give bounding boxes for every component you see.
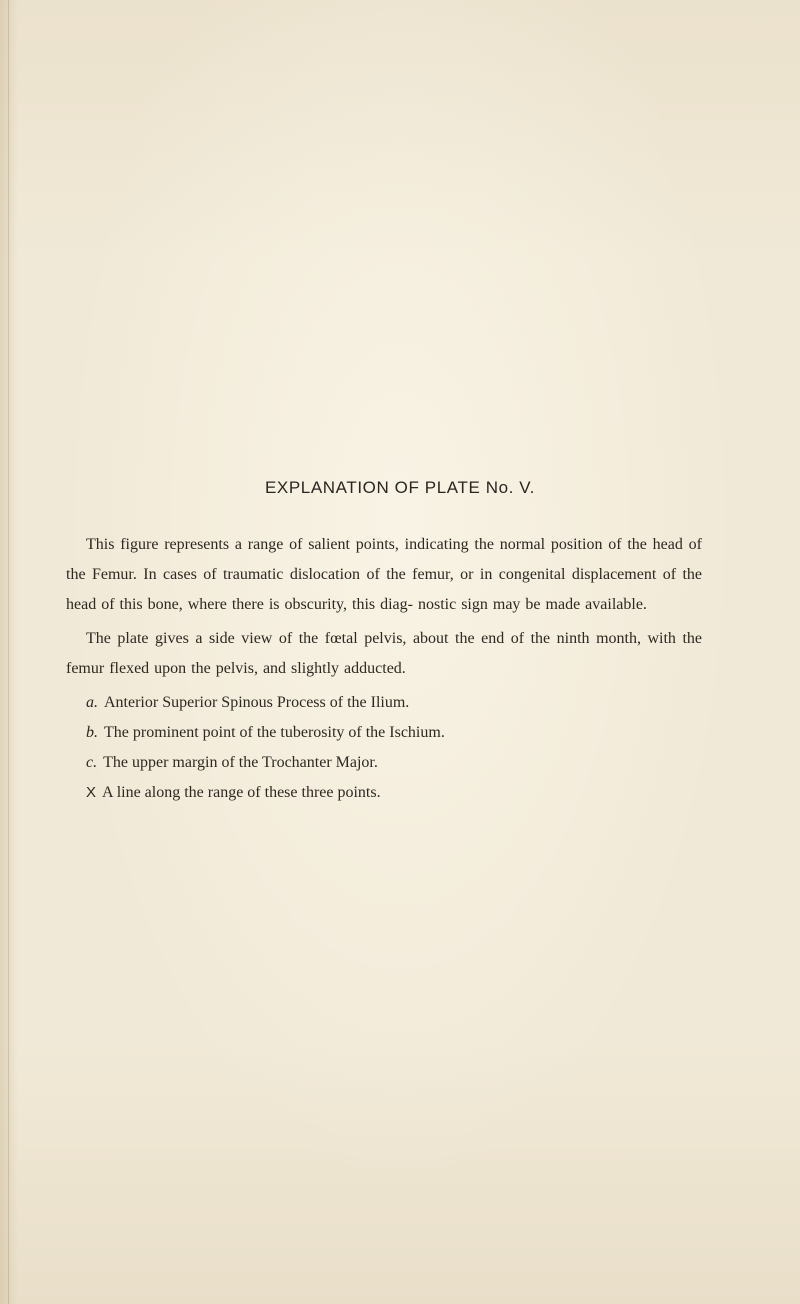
legend-item-c	[66, 748, 702, 778]
legend-item-cross	[66, 778, 702, 808]
paragraph-figure-description: This figure represents a range of salient points, indicating the normal position of the head of the Femur. In cases of traumatic dislocation of the femur, or in congenital displacement of the head of this bone, where there is obscurity, this diag- nostic sign may be made available.	[66, 536, 702, 613]
legend-text: Anterior Superior Spinous Process of the Ilium.	[104, 694, 410, 711]
legend-text: The prominent point of the tuberosity of the Ischium.	[104, 724, 445, 741]
legend-item-b	[66, 718, 702, 748]
explanation-body	[66, 530, 702, 808]
plate-explanation-heading: EXPLANATION OF PLATE No. V.	[264, 478, 536, 497]
legend-key: a.	[86, 694, 98, 711]
cross-mark-icon: X	[86, 784, 97, 801]
legend-key: b.	[86, 724, 98, 741]
legend-item-a	[66, 688, 702, 718]
paragraph-plate-view: The plate gives a side view of the fœtal pelvis, about the end of the ninth month, with the femur flexed upon the pelvis, and slightly adducted.	[66, 630, 702, 677]
legend-text: A line along the range of these three points.	[102, 784, 381, 801]
legend-text: The upper margin of the Trochanter Major.	[103, 754, 378, 771]
legend-key: c.	[86, 754, 98, 771]
page-gutter	[8, 0, 9, 1304]
